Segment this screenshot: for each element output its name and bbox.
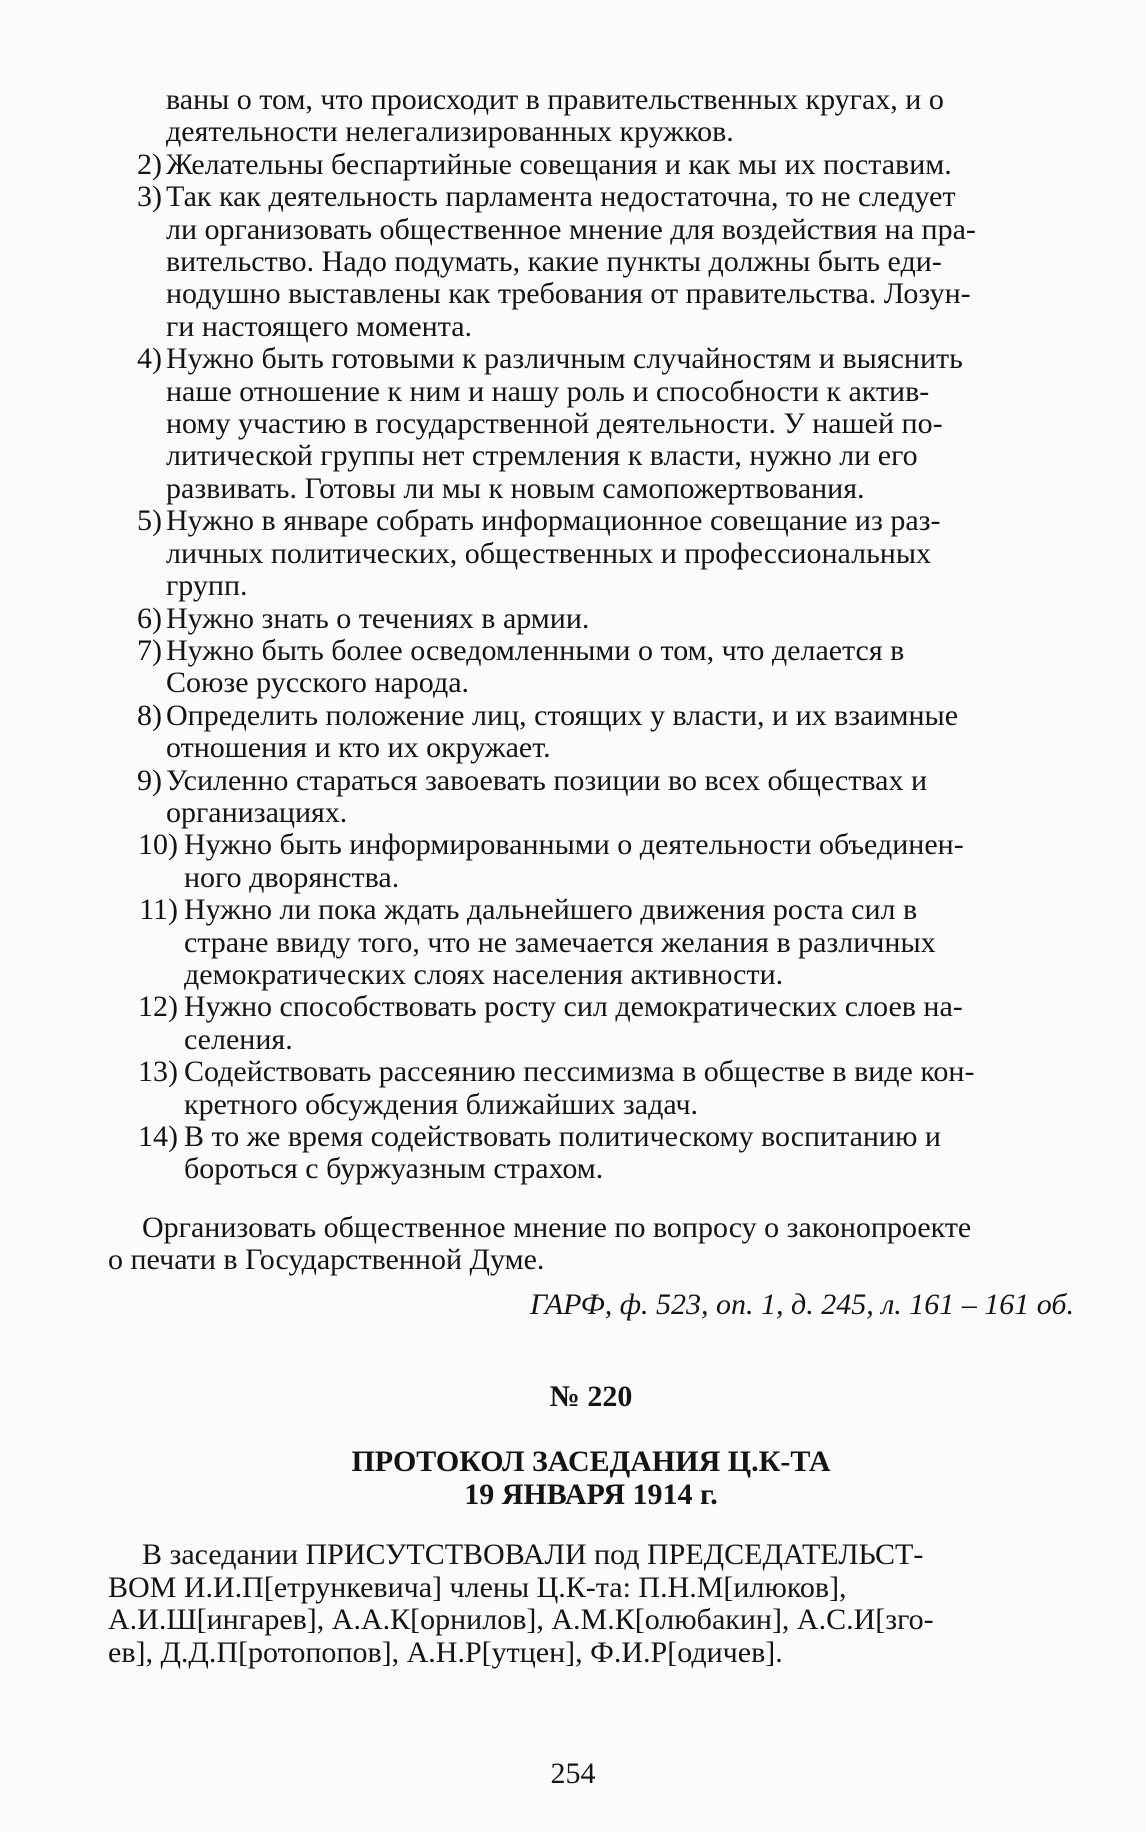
list-item-number: 11) <box>139 893 178 927</box>
text-line: Желательны беспартийные совещания и как мы их поставим. <box>166 147 952 181</box>
list-item <box>108 894 1074 991</box>
text-line: Нужно ли пока ждать дальнейшего движения роста сил в <box>184 893 918 927</box>
list-item-number: 6) <box>137 601 162 635</box>
text-line: В то же время содействовать политическому воспитанию и <box>184 1120 941 1153</box>
list-item-number: 3) <box>137 180 162 214</box>
text-line: ги настоящего момента. <box>166 309 473 343</box>
list-item-number: 7) <box>137 633 162 667</box>
text-line: Нужно быть информированными о деятельности объединен- <box>184 828 964 862</box>
list-item-number: 14) <box>138 1120 178 1153</box>
text-line: организациях. <box>166 795 348 829</box>
list-item-number: 4) <box>137 342 162 376</box>
list-item-text <box>166 765 1074 830</box>
list-item <box>108 181 1074 343</box>
list-item-text <box>166 603 1074 635</box>
text-line: Нужно в январе собрать информационное совещание из раз- <box>166 504 941 538</box>
text-line: личных политических, общественных и профессиональных <box>166 536 931 570</box>
list-item-number: 10) <box>138 828 178 862</box>
document-title <box>108 1445 1074 1511</box>
list-item-number: 2) <box>137 147 162 181</box>
list-item <box>108 829 1074 894</box>
list-item-text <box>166 700 1074 765</box>
attendance-paragraph <box>108 1539 1074 1669</box>
text-line: Так как деятельность парламента недостаточна, то не следует <box>166 180 956 214</box>
list-item-text <box>166 343 1074 505</box>
text-line: В заседании ПРИСУТСТВОВАЛИ под ПРЕДСЕДАТЕЛЬСТ- <box>142 1538 924 1572</box>
text-line: ли организовать общественное мнение для воздействия на пра- <box>166 212 976 246</box>
title-line-1: ПРОТОКОЛ ЗАСЕДАНИЯ Ц.К-ТА <box>351 1445 831 1479</box>
text-line: вительство. Надо подумать, какие пункты должны быть еди- <box>166 245 942 279</box>
numbered-list <box>108 149 1074 1186</box>
text-line: селения. <box>184 1022 293 1056</box>
list-item <box>108 635 1074 700</box>
text-line: Нужно быть готовыми к различным случайностям и выяснить <box>166 342 963 376</box>
text-line: Содействовать рассеянию пессимизма в обществе в виде кон- <box>184 1055 975 1089</box>
list-item <box>108 991 1074 1056</box>
text-line: Нужно способствовать росту сил демократических слоев на- <box>184 990 963 1024</box>
list-item-text <box>184 1056 1074 1121</box>
list-item-text <box>166 149 1074 181</box>
text-line: Усиленно стараться завоевать позиции во всех обществах и <box>166 763 928 797</box>
list-item <box>108 1056 1074 1121</box>
text-line: ному участию в государственной деятельности. У нашей по- <box>166 407 943 441</box>
title-line-2: 19 ЯНВАРЯ 1914 г. <box>464 1478 718 1512</box>
text-line: Союзе русского народа. <box>166 666 470 700</box>
text-line: кретного обсуждения ближайших задач. <box>184 1087 699 1121</box>
list-item <box>108 765 1074 830</box>
continuation-item <box>108 84 1074 149</box>
list-item <box>108 700 1074 765</box>
document-number: № 220 <box>549 1380 633 1414</box>
list-item-number: 12) <box>138 990 178 1024</box>
text-line: ВОМ И.И.П[етрункевича] члены Ц.К-та: П.Н.М[илюков], <box>108 1570 847 1604</box>
text-line: ного дворянства. <box>184 860 400 894</box>
text-line: демократических слоях населения активности. <box>184 957 784 991</box>
text-line: Нужно быть более осведомленными о том, что делается в <box>166 633 905 667</box>
list-item-text <box>166 505 1074 602</box>
text-line: ев], Д.Д.П[ротопопов], А.Н.Р[утцен], Ф.И.Р[одичев]. <box>108 1635 783 1669</box>
closing-paragraph <box>108 1212 1074 1277</box>
archive-citation: ГАРФ, ф. 523, оп. 1, д. 245, л. 161 – 161 об. <box>529 1287 1074 1321</box>
list-item-number: 13) <box>138 1055 178 1089</box>
list-item-text <box>184 829 1074 894</box>
text-line: наше отношение к ним и нашу роль и способности к актив- <box>166 374 930 408</box>
continuation-text <box>108 84 1074 149</box>
list-item-text <box>184 894 1074 991</box>
list-item <box>108 603 1074 635</box>
main-text <box>108 84 1074 1669</box>
text-line: о печати в Государственной Думе. <box>108 1243 545 1277</box>
text-line: Нужно знать о течениях в армии. <box>166 601 590 635</box>
text-line: Организовать общественное мнение по вопросу о законопроекте <box>142 1210 972 1244</box>
list-item-text <box>184 1121 1074 1186</box>
list-item-text <box>166 181 1074 343</box>
list-item-text <box>184 991 1074 1056</box>
list-item-number: 8) <box>137 698 162 732</box>
list-item-number: 9) <box>137 763 162 797</box>
text-line: А.И.Ш[ингарев], А.А.К[орнилов], А.М.К[олюбакин], А.С.И[зго- <box>108 1603 934 1637</box>
text-line: бороться с буржуазным страхом. <box>184 1152 604 1186</box>
text-line: деятельности нелегализированных кружков. <box>166 115 734 149</box>
text-line: групп. <box>166 569 248 603</box>
list-item <box>108 149 1074 181</box>
text-line: Определить положение лиц, стоящих у власти, и их взаимные <box>166 698 959 732</box>
page-number: 254 <box>550 1757 596 1790</box>
text-line: нодушно выставлены как требования от правительства. Лозун- <box>166 277 971 311</box>
text-line: развивать. Готовы ли мы к новым самопожертвования. <box>166 471 865 505</box>
list-item-text <box>166 635 1074 700</box>
text-line: ваны о том, что происходит в правительственных кругах, и о <box>166 83 944 116</box>
text-line: отношения и кто их окружает. <box>166 731 551 765</box>
text-line: стране ввиду того, что не замечается желания в различных <box>184 925 936 959</box>
list-item <box>108 1121 1074 1186</box>
list-item-number: 5) <box>137 504 162 538</box>
text-line: литической группы нет стремления к власти, нужно ли его <box>166 439 918 473</box>
list-item <box>108 343 1074 505</box>
list-item <box>108 505 1074 602</box>
